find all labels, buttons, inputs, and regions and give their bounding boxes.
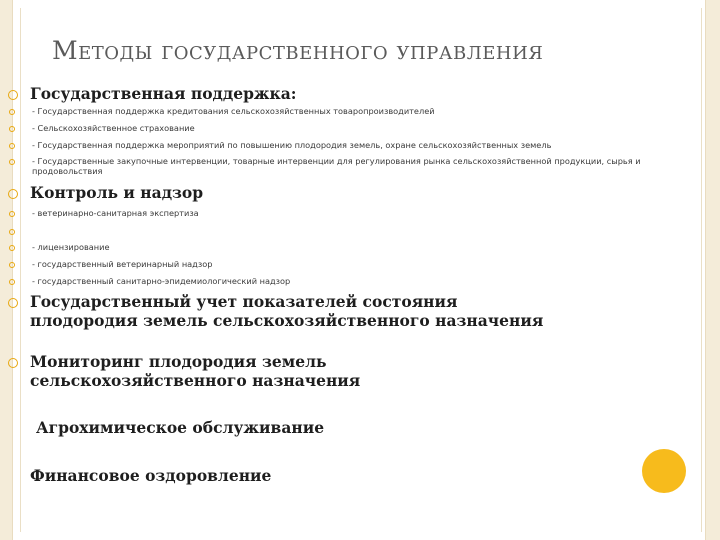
agrochem-text: Агрохимическое обслуживание — [36, 418, 325, 437]
bullet-circle-icon — [9, 126, 15, 132]
bullet-circle-icon — [8, 358, 18, 368]
accounting-line-2: плодородия земель сельскохозяйственного назначения — [30, 311, 544, 330]
control-item — [6, 208, 676, 218]
support-item — [6, 140, 676, 150]
bullet-circle-icon — [9, 245, 15, 251]
section-monitoring — [6, 352, 676, 390]
section-control — [6, 183, 676, 202]
left-decor-stripe — [0, 0, 13, 540]
decorative-circle-icon — [642, 449, 686, 493]
control-item-text: - государственный ветеринарный надзор — [32, 259, 213, 269]
accounting-line-1: Государственный учет показателей состояния — [30, 292, 458, 311]
section-accounting — [6, 292, 676, 330]
control-item — [6, 242, 676, 252]
monitoring-heading — [30, 352, 360, 390]
slide-title: Методы государственного управления — [52, 36, 544, 65]
monitoring-line-2: сельскохозяйственного назначения — [30, 371, 361, 390]
support-item-text: - Сельскохозяйственное страхование — [32, 123, 195, 133]
finance-text: Финансовое оздоровление — [30, 466, 272, 485]
bullet-circle-icon — [9, 211, 15, 217]
monitoring-line-1: Мониторинг плодородия земель — [30, 352, 327, 371]
right-decor-stripe — [705, 0, 720, 540]
accounting-heading — [30, 292, 543, 330]
control-item-text: - государственный санитарно-эпидемиологический надзор — [32, 276, 291, 286]
control-heading: Контроль и надзор — [30, 183, 204, 202]
bullet-circle-icon — [8, 189, 18, 199]
support-item — [6, 156, 676, 176]
support-item-text: - Государственная поддержка мероприятий по повышению плодородия земель, охране сельскохозяйственных земель — [32, 140, 552, 150]
bullet-circle-icon — [9, 143, 15, 149]
bullet-circle-icon — [8, 90, 18, 100]
bullet-circle-icon — [9, 159, 15, 165]
control-item — [6, 276, 676, 286]
bullet-circle-icon — [9, 109, 15, 115]
support-heading: Государственная поддержка: — [30, 84, 297, 103]
bullet-circle-icon — [9, 262, 15, 268]
support-item — [6, 106, 676, 116]
bullet-circle-icon — [9, 229, 15, 235]
bullet-circle-icon — [9, 279, 15, 285]
section-support — [6, 84, 676, 103]
bullet-circle-icon — [8, 298, 18, 308]
control-item — [6, 259, 676, 269]
support-item-text: - Государственные закупочные интервенции, товарные интервенции для регулирования рынка сельскохозяйственной продукции, сырья и продовольствия — [32, 156, 641, 176]
control-item-text: - лицензирование — [32, 242, 110, 252]
support-item-text: - Государственная поддержка кредитования сельскохозяйственных товаропроизводителей — [32, 106, 435, 116]
control-item-empty — [6, 226, 676, 235]
control-item-text: - ветеринарно-санитарная экспертиза — [32, 208, 199, 218]
support-item — [6, 123, 676, 133]
